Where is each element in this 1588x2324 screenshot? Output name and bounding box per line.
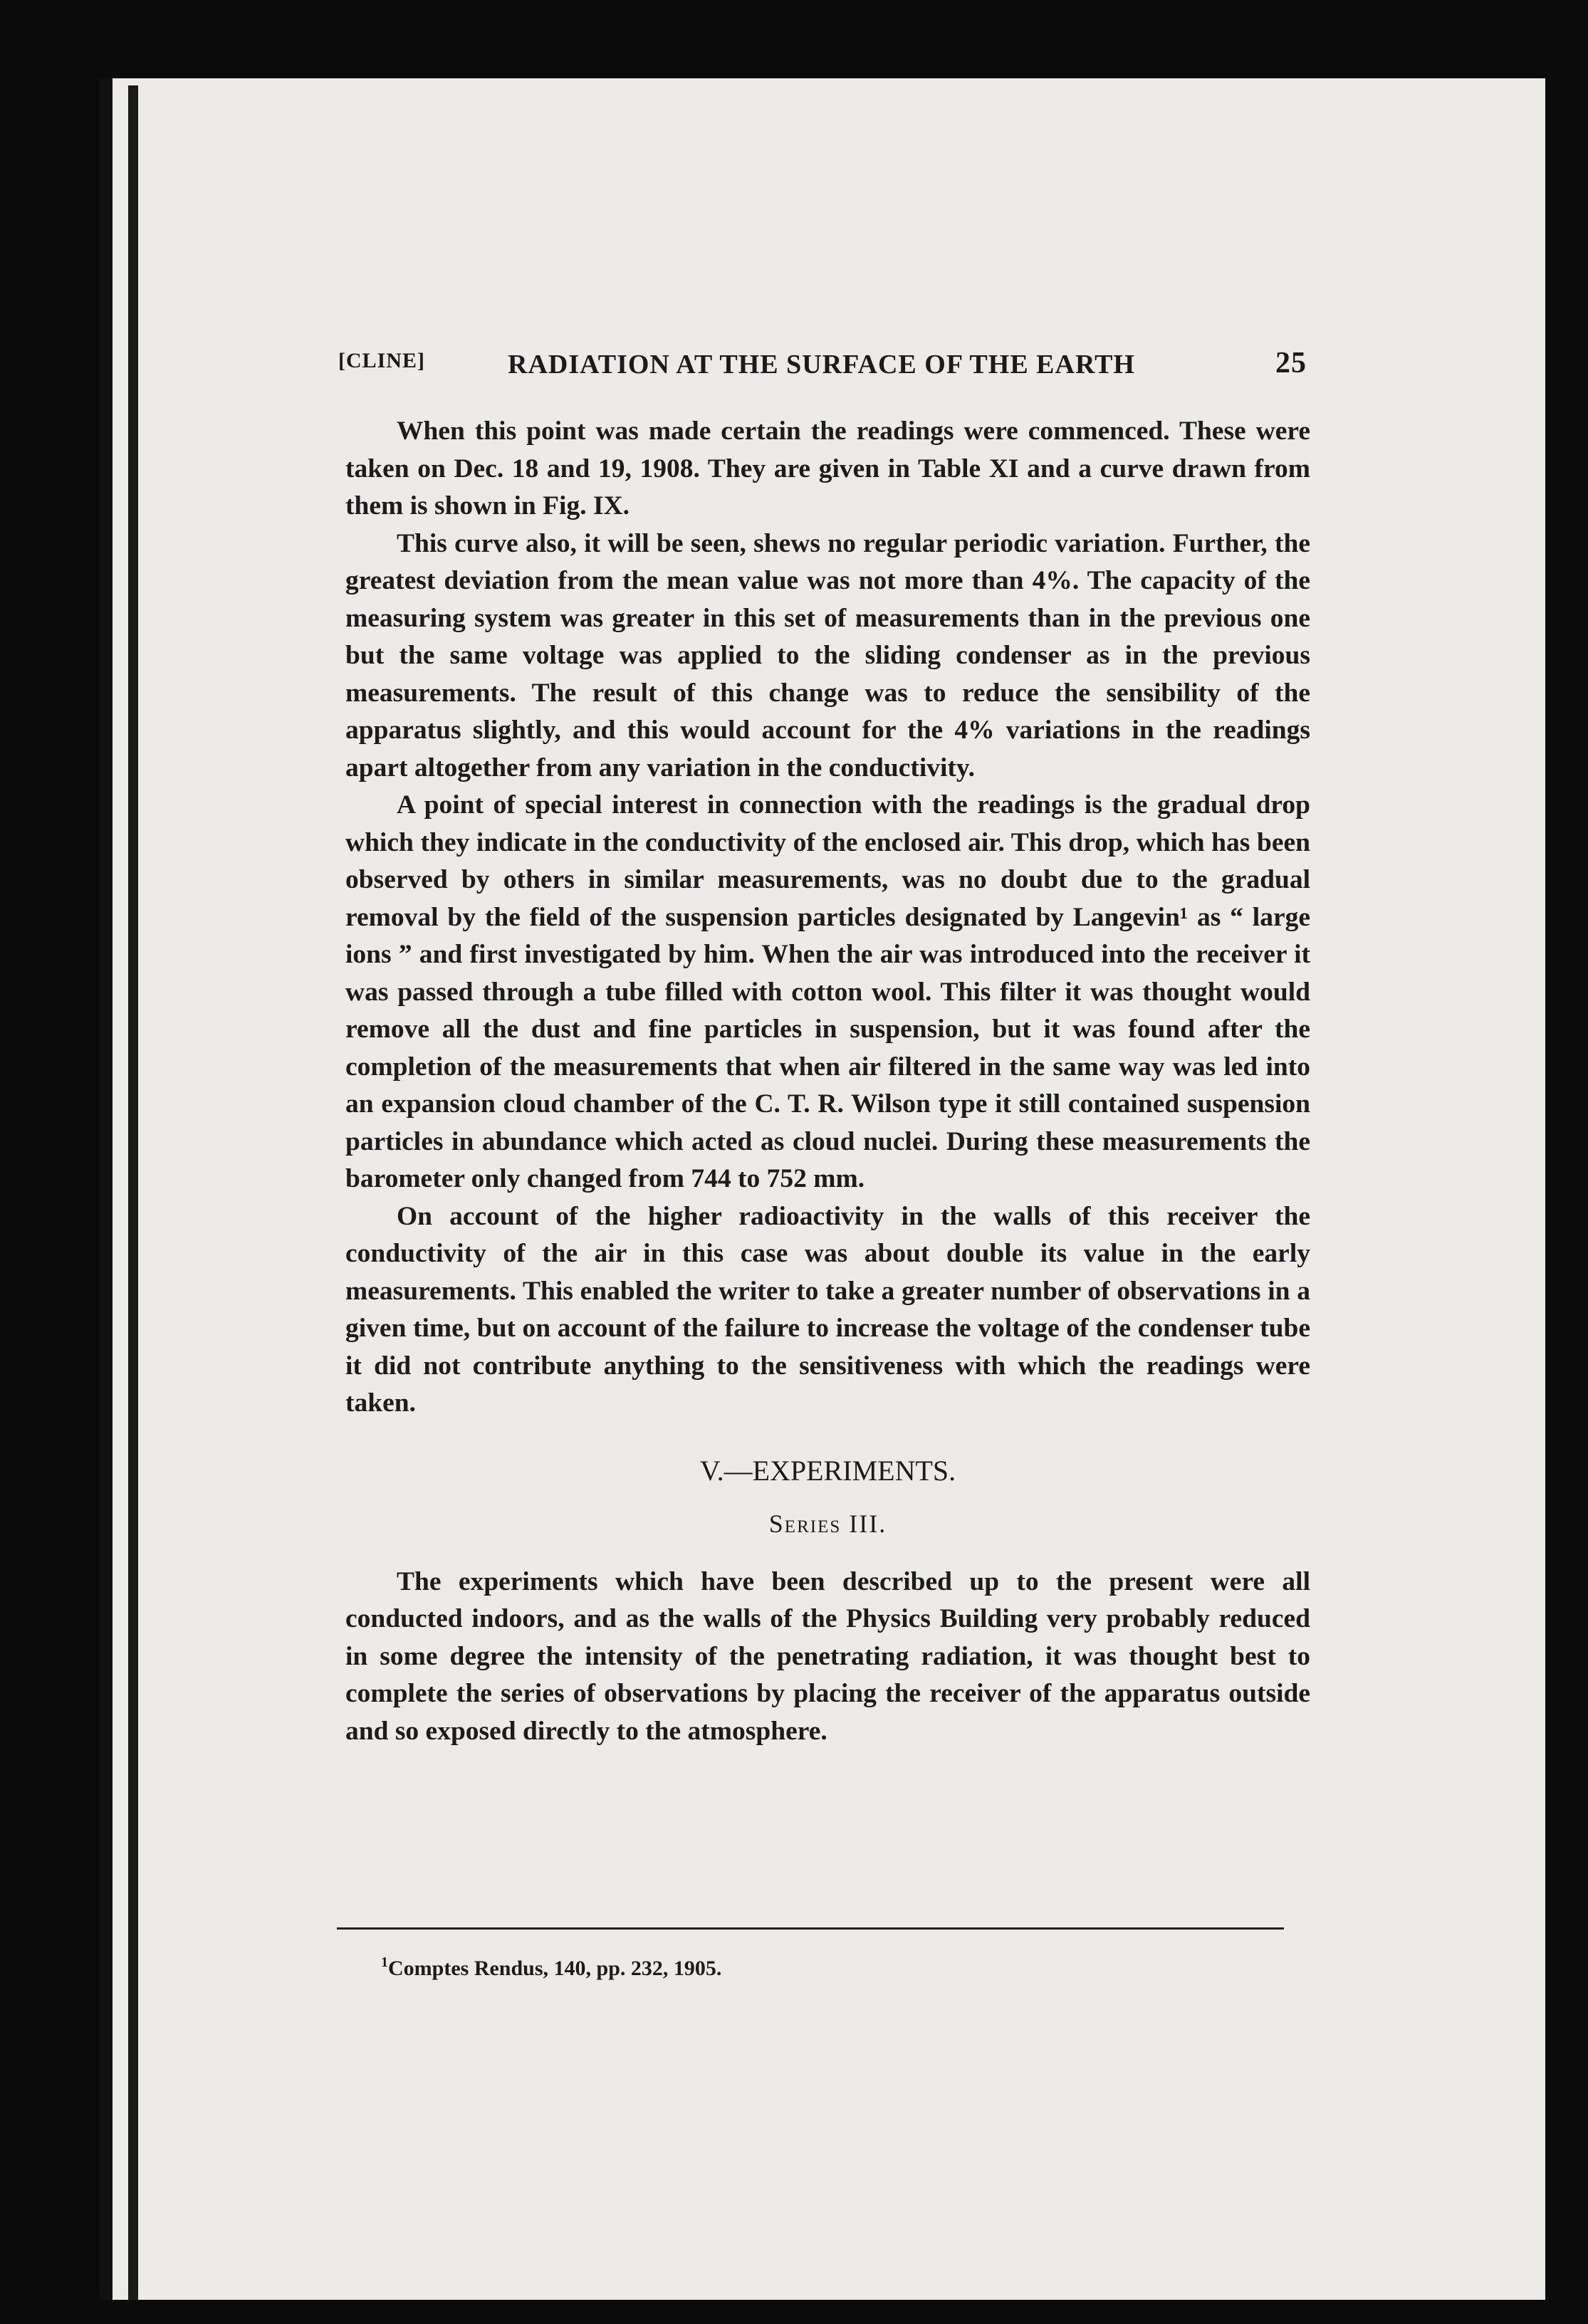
header-author: [CLINE]	[338, 349, 426, 372]
paragraph: On account of the higher radioactivity in the walls of this receiver the conductivity of the air in this case was about double its value in the early measurements. This enabled the writer to take a greater number of observations in a given time, but on account of the failure to increase the voltage of the condenser tube it did not contribute anything to the sensitiveness with which the readings were taken.	[345, 1201, 1310, 1418]
page-number: 25	[1275, 347, 1307, 380]
section-subtitle: Series III.	[768, 1509, 887, 1538]
paragraph: A point of special interest in connection with the readings is the gradual drop which they indicate in the conductivity of the enclosed air. This drop, which has been observed by others in similar measurements, was no doubt due to the gradual removal by the field of the suspension particles designated by Langevin¹ as “ large ions ” and first investigated by him. When the air was introduced into the receiver it was passed through a tube filled with cotton wool. This filter it was thought would remove all the dust and fine particles in suspension, but it was found after the completion of the measurements that when air filtered in the same way was led into an expansion cloud chamber of the C. T. R. Wilson type it still contained suspension particles in abundance which acted as cloud nuclei. During these measurements the barometer only changed from 744 to 752 mm.	[345, 790, 1310, 1193]
running-header	[338, 343, 1307, 386]
binding-edge	[128, 85, 138, 2300]
paragraph: The experiments which have been described up to the present were all conducted indoors, and as the walls of the Physics Building very probably reduced in some degree the intensity of the penetrating radiation, it was thought best to complete the series of observations by placing the receiver of the apparatus outside and so exposed directly to the atmosphere.	[345, 1566, 1310, 1746]
section-title: V.—EXPERIMENTS.	[699, 1454, 956, 1487]
header-title: RADIATION AT THE SURFACE OF THE EARTH	[508, 350, 1135, 380]
paragraph: When this point was made certain the readings were commenced. These were taken on Dec. 18 and 19, 1908. They are given in Table XI and a curve drawn from them is shown in Fig. IX.	[345, 417, 1310, 520]
main-text	[345, 413, 1310, 1750]
footnote	[381, 1954, 721, 1981]
footnote-text: Comptes Rendus, 140, pp. 232, 1905.	[388, 1957, 722, 1980]
footnote-marker: 1	[381, 1954, 388, 1970]
footnote-rule	[337, 1927, 1284, 1930]
paragraph: This curve also, it will be seen, shews no regular periodic variation. Further, the greatest deviation from the mean value was not more than 4%. The capacity of the measuring system was greater in this set of measurements than in the previous one but the same voltage was applied to the sliding condenser as in the previous measurements. The result of this change was to reduce the sensibility of the apparatus slightly, and this would account for the 4% variations in the readings apart altogether from any variation in the conductivity.	[345, 528, 1310, 782]
